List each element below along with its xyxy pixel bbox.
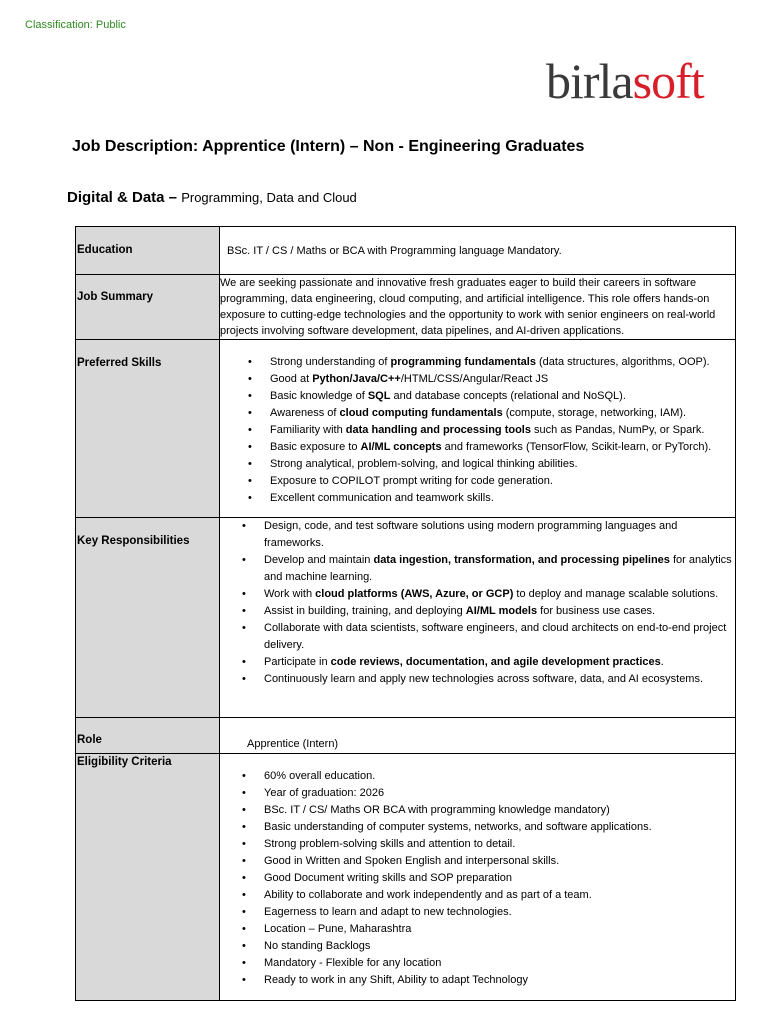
eligibility-list [220,754,735,989]
list-item: • Good at Python/Java/C++/HTML/CSS/Angular/React JS [270,371,735,388]
list-item: • Location – Pune, Maharashtra [264,921,735,938]
row-eligibility [76,754,736,1001]
list-item: • Collaborate with data scientists, software engineers, and cloud architects on end-to-end project delivery. [264,620,735,654]
list-item: • Strong analytical, problem-solving, and logical thinking abilities. [270,456,735,473]
row-job-summary [76,275,736,340]
row-key-responsibilities [76,518,736,718]
row-role [76,718,736,754]
label-eligibility: Eligibility Criteria [76,754,220,1001]
list-item: • Year of graduation: 2026 [264,785,735,802]
list-item: • Assist in building, training, and deploying AI/ML models for business use cases. [264,603,735,620]
list-item: • Participate in code reviews, documentation, and agile development practices. [264,654,735,671]
label-role: Role [76,718,220,754]
list-item: • Excellent communication and teamwork skills. [270,490,735,507]
value-job-summary: We are seeking passionate and innovative fresh graduates eager to build their careers in software programming, data engineering, cloud computing, and artificial intelligence. This role offers hands-on exposure to cutting-edge technologies and the opportunity to work with senior engineers on real-world projects involving software development, data pipelines, and AI-driven applications. [220,275,736,340]
job-description-table [75,226,736,1001]
document-subtitle [67,189,357,206]
list-item: • Basic exposure to AI/ML concepts and frameworks (TensorFlow, Scikit-learn, or PyTorch). [270,439,735,456]
label-education: Education [76,227,220,275]
classification-label: Classification: Public [25,19,126,31]
logo-part-soft: soft [632,53,704,109]
subtitle-normal: Programming, Data and Cloud [181,190,357,205]
list-item: • Good in Written and Spoken English and interpersonal skills. [264,853,735,870]
list-item: • Exposure to COPILOT prompt writing for code generation. [270,473,735,490]
document-title: Job Description: Apprentice (Intern) – Non - Engineering Graduates [72,138,585,155]
logo-part-birla: birla [546,53,633,109]
list-item: • Continuously learn and apply new technologies across software, data, and AI ecosystems. [264,671,735,688]
value-education: BSc. IT / CS / Maths or BCA with Programming language Mandatory. [220,227,736,275]
value-role: Apprentice (Intern) [220,718,736,754]
label-job-summary: Job Summary [76,275,220,340]
list-item: • Awareness of cloud computing fundamentals (compute, storage, networking, IAM). [270,405,735,422]
value-preferred-skills [220,340,736,518]
list-item: • Strong problem-solving skills and attention to detail. [264,836,735,853]
label-preferred-skills: Preferred Skills [76,340,220,518]
skills-list [220,340,735,507]
label-key-responsibilities: Key Responsibilities [76,518,220,718]
list-item: • Design, code, and test software solutions using modern programming languages and frameworks. [264,518,735,552]
list-item: • Familiarity with data handling and processing tools such as Pandas, NumPy, or Spark. [270,422,735,439]
list-item: • Mandatory - Flexible for any location [264,955,735,972]
list-item: • Work with cloud platforms (AWS, Azure, or GCP) to deploy and manage scalable solutions. [264,586,735,603]
list-item: • Basic knowledge of SQL and database concepts (relational and NoSQL). [270,388,735,405]
list-item: • No standing Backlogs [264,938,735,955]
responsibilities-list [220,518,735,688]
row-education [76,227,736,275]
list-item: • Eagerness to learn and adapt to new technologies. [264,904,735,921]
value-key-responsibilities [220,518,736,718]
list-item: • Good Document writing skills and SOP preparation [264,870,735,887]
list-item: • 60% overall education. [264,768,735,785]
subtitle-bold: Digital & Data – [67,189,178,206]
value-eligibility [220,754,736,1001]
list-item: • Strong understanding of programming fundamentals (data structures, algorithms, OOP). [270,354,735,371]
birlasoft-logo [546,53,704,109]
list-item: • BSc. IT / CS/ Maths OR BCA with programming knowledge mandatory) [264,802,735,819]
list-item: • Ready to work in any Shift, Ability to adapt Technology [264,972,735,989]
list-item: • Develop and maintain data ingestion, transformation, and processing pipelines for analytics and machine learning. [264,552,735,586]
row-preferred-skills [76,340,736,518]
list-item: • Ability to collaborate and work independently and as part of a team. [264,887,735,904]
list-item: • Basic understanding of computer systems, networks, and software applications. [264,819,735,836]
